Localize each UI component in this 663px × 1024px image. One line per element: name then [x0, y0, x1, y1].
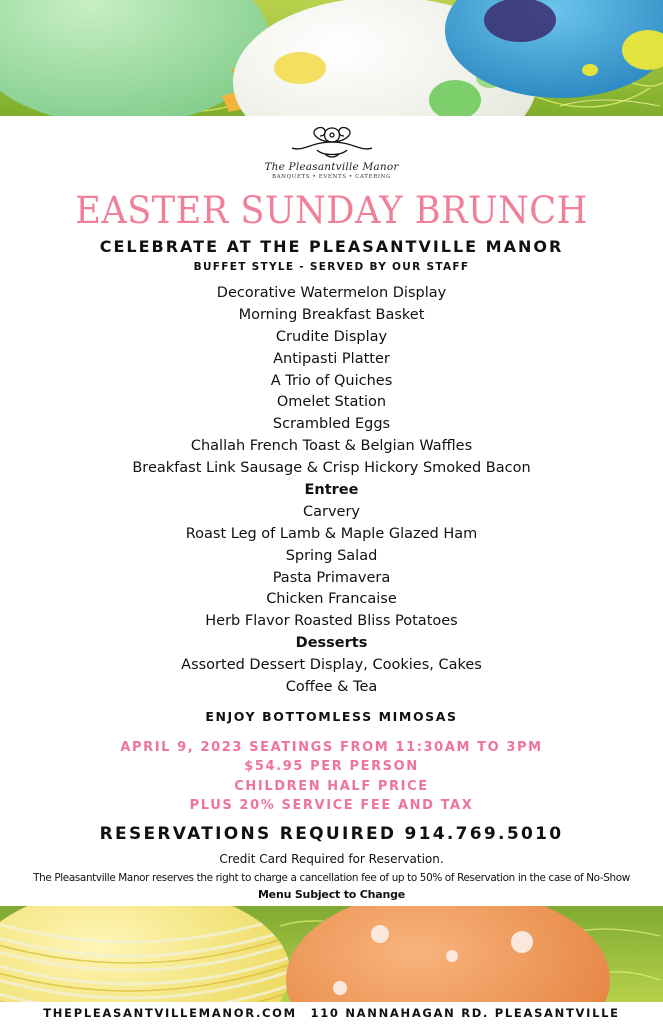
reservations-phone: RESERVATIONS REQUIRED 914.769.5010	[99, 824, 564, 844]
event-price: $54.95 PER PERSON	[244, 759, 419, 775]
service-fees: PLUS 20% SERVICE FEE AND TAX	[189, 797, 474, 813]
children-price: CHILDREN HALF PRICE	[234, 778, 429, 794]
menu-item: Carvery	[302, 503, 361, 520]
menu-item: Pasta Primavera	[272, 569, 391, 586]
easter-eggs-photo-top	[0, 0, 663, 116]
logo-tagline: BANQUETS • EVENTS • CATERING	[271, 174, 392, 180]
website-link[interactable]: THEPLEASANTVILLEMANOR.COM	[43, 1006, 297, 1020]
menu-item: Scrambled Eggs	[272, 416, 391, 433]
menu-section-heading: Entree	[304, 482, 359, 499]
easter-eggs-photo-bottom	[0, 906, 663, 1002]
page-title: EASTER SUNDAY BRUNCH	[75, 189, 588, 232]
menu-item: Breakfast Link Sausage & Crisp Hickory Smoked Bacon	[132, 460, 531, 477]
menu-item: Antipasti Platter	[273, 350, 390, 367]
subtitle: CELEBRATE AT THE PLEASANTVILLE MANOR	[99, 237, 564, 256]
menu-item: Morning Breakfast Basket	[238, 306, 425, 323]
menu-item: Herb Flavor Roasted Bliss Potatoes	[205, 613, 458, 630]
menu-item: Assorted Dessert Display, Cookies, Cakes	[181, 657, 482, 674]
menu-item: Decorative Watermelon Display	[216, 285, 447, 301]
event-details	[0, 738, 663, 815]
address: 110 NANNAHAGAN RD. PLEASANTVILLE	[310, 1006, 620, 1020]
menu-list	[0, 283, 663, 699]
menu-item: Roast Leg of Lamb & Maple Glazed Ham	[185, 525, 478, 542]
menu-item: Chicken Francaise	[266, 591, 397, 608]
menu-section-heading: Desserts	[295, 635, 368, 652]
menu-item: A Trio of Quiches	[270, 372, 393, 389]
event-date-time: APRIL 9, 2023 SEATINGS FROM 11:30AM TO 3PM	[120, 740, 543, 755]
menu-item: Spring Salad	[285, 547, 378, 564]
service-note: BUFFET STYLE - SERVED BY OUR STAFF	[193, 261, 470, 273]
menu-item: Omelet Station	[276, 394, 387, 411]
logo-name: The Pleasantville Manor	[264, 161, 399, 173]
flourish-ornament-icon	[287, 124, 377, 160]
menu-item: Challah French Toast & Belgian Waffles	[190, 438, 473, 455]
menu-item: Crudite Display	[275, 328, 388, 345]
cancellation-policy: The Pleasantville Manor reserves the right to charge a cancellation fee of up to 50% of Reservation in the case of No-Show	[33, 872, 630, 884]
menu-item: Coffee & Tea	[285, 679, 378, 696]
credit-card-note: Credit Card Required for Reservation.	[219, 852, 444, 866]
mimosas-banner: ENJOY BOTTOMLESS MIMOSAS	[205, 709, 458, 724]
manor-logo	[0, 124, 663, 180]
menu-change-note: Menu Subject to Change	[257, 888, 406, 901]
footer	[0, 1006, 663, 1020]
